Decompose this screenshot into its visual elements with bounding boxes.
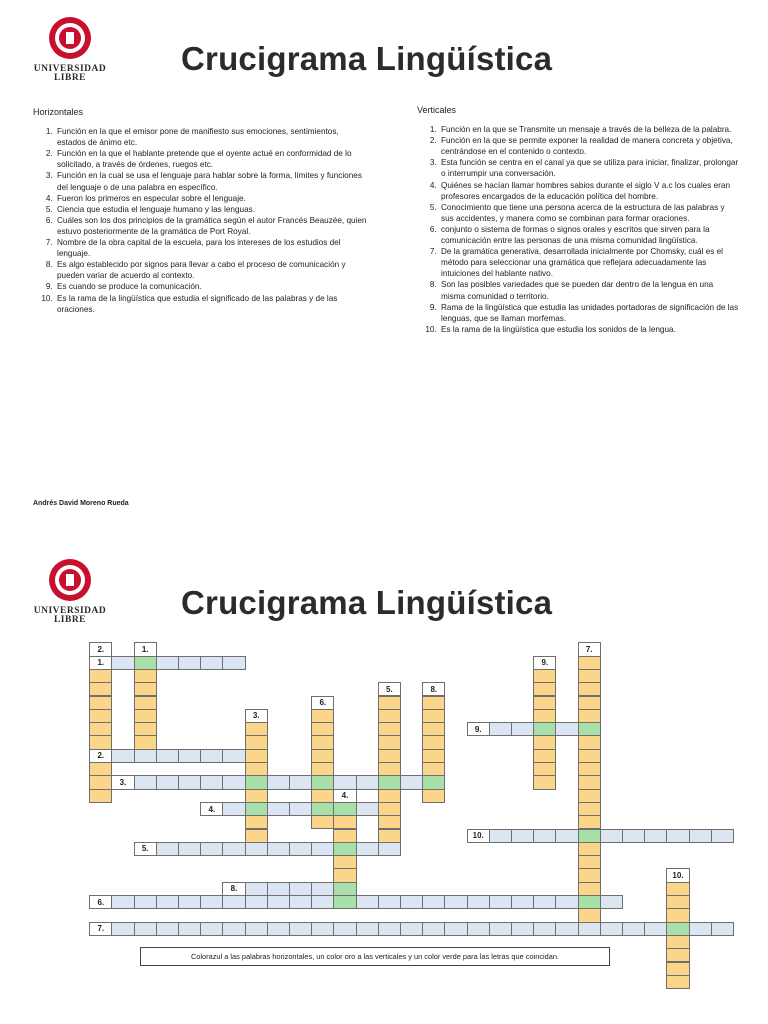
- intersection-cell[interactable]: [422, 775, 445, 789]
- down-cell[interactable]: [533, 735, 556, 749]
- down-cell[interactable]: [378, 789, 401, 803]
- across-cell[interactable]: [267, 882, 290, 896]
- university-name-line1: UNIVERSIDAD: [33, 64, 107, 74]
- down-number-9: 9.: [533, 656, 556, 670]
- across-cell[interactable]: [156, 775, 179, 789]
- down-cell[interactable]: [134, 669, 157, 683]
- down-cell[interactable]: [89, 762, 112, 776]
- across-cell[interactable]: [600, 829, 623, 843]
- down-cell[interactable]: [578, 682, 601, 696]
- down-cell[interactable]: [378, 735, 401, 749]
- across-cell[interactable]: [378, 842, 401, 856]
- down-number-5: 5.: [378, 682, 401, 696]
- across-cell[interactable]: [511, 922, 534, 936]
- down-cell[interactable]: [578, 802, 601, 816]
- horizontal-clue-4: 4. Fueron los primeros en especular sobre el lenguaje.: [55, 193, 368, 204]
- page-title: Crucigrama Lingüística: [181, 40, 553, 77]
- down-cell[interactable]: [89, 722, 112, 736]
- across-cell[interactable]: [689, 829, 712, 843]
- across-cell[interactable]: [289, 882, 312, 896]
- across-cell[interactable]: [178, 842, 201, 856]
- across-cell[interactable]: [444, 922, 467, 936]
- across-cell[interactable]: [644, 829, 667, 843]
- across-cell[interactable]: [245, 922, 268, 936]
- across-cell[interactable]: [178, 775, 201, 789]
- down-cell[interactable]: [666, 975, 689, 989]
- across-cell[interactable]: [689, 922, 712, 936]
- down-cell[interactable]: [422, 709, 445, 723]
- down-cell[interactable]: [378, 829, 401, 843]
- down-cell[interactable]: [422, 735, 445, 749]
- across-cell[interactable]: [555, 922, 578, 936]
- horizontal-clue-5: 5. Ciencia que estudia el lenguaje humano y las lenguas.: [55, 204, 368, 215]
- down-cell[interactable]: [89, 789, 112, 803]
- across-cell[interactable]: [134, 895, 157, 909]
- horizontal-clue-2: 2. Función en la que el hablante pretende que el oyente actué en conformidad de lo solicitado, a través de órdenes, ruegos etc.: [55, 148, 368, 170]
- across-cell[interactable]: [289, 775, 312, 789]
- down-cell[interactable]: [89, 735, 112, 749]
- across-cell[interactable]: [311, 895, 334, 909]
- across-cell[interactable]: [622, 922, 645, 936]
- horizontal-clue-1: 1. Función en la que el emisor pone de manifiesto sus emociones, sentimientos, estados de ánimo etc.: [55, 126, 368, 148]
- intersection-cell[interactable]: [533, 722, 556, 736]
- intersection-cell[interactable]: [134, 656, 157, 670]
- down-cell[interactable]: [578, 882, 601, 896]
- down-cell[interactable]: [89, 775, 112, 789]
- across-number-8: 8.: [222, 882, 245, 896]
- across-cell[interactable]: [378, 922, 401, 936]
- down-cell[interactable]: [89, 669, 112, 683]
- down-cell[interactable]: [333, 815, 356, 829]
- across-cell[interactable]: [289, 895, 312, 909]
- across-cell[interactable]: [356, 775, 379, 789]
- across-cell[interactable]: [622, 829, 645, 843]
- down-cell[interactable]: [666, 935, 689, 949]
- across-number-2: 2.: [89, 749, 112, 763]
- across-cell[interactable]: [289, 802, 312, 816]
- intersection-cell[interactable]: [666, 922, 689, 936]
- down-number-8: 8.: [422, 682, 445, 696]
- across-cell[interactable]: [245, 895, 268, 909]
- across-cell[interactable]: [178, 749, 201, 763]
- across-cell[interactable]: [444, 895, 467, 909]
- across-cell[interactable]: [222, 842, 245, 856]
- instruction-box: Colorazul a las palabras horizontales, un color oro a las verticales y un color verde para las letras que coincidan.: [140, 947, 610, 966]
- across-cell[interactable]: [356, 802, 379, 816]
- down-cell[interactable]: [134, 735, 157, 749]
- across-cell[interactable]: [356, 895, 379, 909]
- across-cell[interactable]: [200, 842, 223, 856]
- across-cell[interactable]: [489, 895, 512, 909]
- down-cell[interactable]: [333, 868, 356, 882]
- intersection-cell[interactable]: [578, 722, 601, 736]
- across-cell[interactable]: [222, 895, 245, 909]
- down-cell[interactable]: [134, 722, 157, 736]
- vertical-clue-10: 10. Es la rama de la lingüística que estudia los sonidos de la lengua.: [439, 324, 739, 335]
- down-cell[interactable]: [245, 815, 268, 829]
- horizontal-clue-6: 6. Cuáles son los dos principios de la gramática según el autor Francés Beauzée, quien estuvo posteriormente de la gramática de Port Royal.: [55, 215, 368, 237]
- down-cell[interactable]: [422, 762, 445, 776]
- across-cell[interactable]: [467, 922, 490, 936]
- down-cell[interactable]: [134, 682, 157, 696]
- down-cell[interactable]: [89, 682, 112, 696]
- across-cell[interactable]: [245, 842, 268, 856]
- down-cell[interactable]: [578, 855, 601, 869]
- down-cell[interactable]: [533, 682, 556, 696]
- across-cell[interactable]: [511, 722, 534, 736]
- vertical-clue-7: 7. De la gramática generativa, desarrollada inicialmente por Chomsky, cuál es el método para seleccionar una gramática que reflejara adecuadamente las intuiciones del hablante nativo.: [439, 246, 739, 279]
- down-cell[interactable]: [578, 749, 601, 763]
- down-cell[interactable]: [533, 775, 556, 789]
- across-cell[interactable]: [489, 722, 512, 736]
- down-cell[interactable]: [578, 908, 601, 922]
- across-cell[interactable]: [400, 775, 423, 789]
- university-seal-icon: [48, 16, 92, 60]
- down-cell[interactable]: [666, 948, 689, 962]
- across-cell[interactable]: [222, 656, 245, 670]
- down-cell[interactable]: [245, 749, 268, 763]
- down-cell[interactable]: [378, 762, 401, 776]
- across-cell[interactable]: [267, 895, 290, 909]
- intersection-cell[interactable]: [333, 882, 356, 896]
- across-cell[interactable]: [422, 922, 445, 936]
- university-logo-2: [30, 558, 110, 625]
- intersection-cell[interactable]: [333, 802, 356, 816]
- down-cell[interactable]: [378, 696, 401, 710]
- down-cell[interactable]: [578, 842, 601, 856]
- horizontal-clues: [33, 107, 368, 315]
- vertical-clue-list: [417, 124, 739, 335]
- intersection-cell[interactable]: [578, 895, 601, 909]
- down-cell[interactable]: [578, 868, 601, 882]
- across-cell[interactable]: [578, 922, 601, 936]
- across-cell[interactable]: [267, 922, 290, 936]
- down-number-3: 3.: [245, 709, 268, 723]
- across-cell[interactable]: [289, 922, 312, 936]
- across-cell[interactable]: [222, 922, 245, 936]
- down-cell[interactable]: [245, 735, 268, 749]
- across-cell[interactable]: [333, 922, 356, 936]
- across-number-4: 4.: [200, 802, 223, 816]
- down-cell[interactable]: [89, 696, 112, 710]
- intersection-cell[interactable]: [245, 775, 268, 789]
- down-cell[interactable]: [533, 749, 556, 763]
- intersection-cell[interactable]: [578, 829, 601, 843]
- across-cell[interactable]: [356, 922, 379, 936]
- down-cell[interactable]: [533, 696, 556, 710]
- down-cell[interactable]: [666, 882, 689, 896]
- across-number-1: 1.: [89, 656, 112, 670]
- across-cell[interactable]: [289, 842, 312, 856]
- across-cell[interactable]: [222, 775, 245, 789]
- across-cell[interactable]: [134, 922, 157, 936]
- down-cell[interactable]: [578, 775, 601, 789]
- across-cell[interactable]: [467, 895, 490, 909]
- down-cell[interactable]: [311, 762, 334, 776]
- across-cell[interactable]: [111, 749, 134, 763]
- down-cell[interactable]: [533, 669, 556, 683]
- across-cell[interactable]: [311, 842, 334, 856]
- down-number-1: 1.: [134, 642, 157, 656]
- vertical-clue-9: 9. Rama de la lingüística que estudia las unidades portadoras de significación de las lenguas, que se llaman morfemas.: [439, 302, 739, 324]
- across-cell[interactable]: [200, 749, 223, 763]
- down-cell[interactable]: [533, 709, 556, 723]
- vertical-clue-2: 2. Función en la que se permite exponer la realidad de manera concreta y objetiva, centrándose en el contenido o contexto.: [439, 135, 739, 157]
- across-cell[interactable]: [200, 922, 223, 936]
- down-cell[interactable]: [311, 815, 334, 829]
- down-cell[interactable]: [533, 762, 556, 776]
- across-cell[interactable]: [356, 842, 379, 856]
- university-name-line2: LIBRE: [53, 73, 87, 83]
- across-cell[interactable]: [178, 656, 201, 670]
- across-cell[interactable]: [711, 829, 734, 843]
- horizontal-clue-3: 3. Función en la cual se usa el lenguaje para hablar sobre la forma, límites y funciones del lenguaje o de una palabra en específico.: [55, 170, 368, 192]
- across-cell[interactable]: [178, 922, 201, 936]
- down-cell[interactable]: [378, 722, 401, 736]
- horizontal-clue-7: 7. Nombre de la obra capital de la escuela, para los intereses de los estudios del lenguaje.: [55, 237, 368, 259]
- across-cell[interactable]: [111, 922, 134, 936]
- across-cell[interactable]: [378, 895, 401, 909]
- across-cell[interactable]: [666, 829, 689, 843]
- down-cell[interactable]: [578, 669, 601, 683]
- across-cell[interactable]: [156, 749, 179, 763]
- crossword-title: Crucigrama Lingüística: [181, 584, 553, 621]
- across-cell[interactable]: [600, 895, 623, 909]
- horizontal-clue-list: [33, 126, 368, 315]
- down-cell[interactable]: [89, 709, 112, 723]
- across-cell[interactable]: [600, 922, 623, 936]
- across-cell[interactable]: [156, 895, 179, 909]
- intersection-cell[interactable]: [333, 842, 356, 856]
- across-cell[interactable]: [489, 829, 512, 843]
- across-cell[interactable]: [489, 922, 512, 936]
- across-cell[interactable]: [555, 895, 578, 909]
- down-number-2: 2.: [89, 642, 112, 656]
- across-cell[interactable]: [533, 829, 556, 843]
- across-cell[interactable]: [644, 922, 667, 936]
- down-cell[interactable]: [245, 762, 268, 776]
- across-number-5: 5.: [134, 842, 157, 856]
- down-cell[interactable]: [134, 709, 157, 723]
- down-cell[interactable]: [311, 749, 334, 763]
- down-cell[interactable]: [134, 696, 157, 710]
- across-cell[interactable]: [156, 656, 179, 670]
- down-cell[interactable]: [311, 722, 334, 736]
- down-cell[interactable]: [422, 789, 445, 803]
- across-cell[interactable]: [200, 775, 223, 789]
- down-cell[interactable]: [666, 962, 689, 976]
- down-cell[interactable]: [578, 696, 601, 710]
- vertical-clue-3: 3. Esta función se centra en el canal ya que se utiliza para iniciar, finalizar, prolongar o interrumpir una conversación.: [439, 157, 739, 179]
- across-cell[interactable]: [222, 802, 245, 816]
- down-number-6: 6.: [311, 696, 334, 710]
- intersection-cell[interactable]: [311, 775, 334, 789]
- down-cell[interactable]: [333, 829, 356, 843]
- across-cell[interactable]: [711, 922, 734, 936]
- down-number-4: 4.: [333, 789, 356, 803]
- horizontal-clue-10: 10. Es la rama de la lingüística que estudia el significado de las palabras y de las oraciones.: [55, 293, 368, 315]
- vertical-clue-1: 1. Función en la que se Transmite un mensaje a través de la belleza de la palabra.: [439, 124, 739, 135]
- down-cell[interactable]: [578, 815, 601, 829]
- intersection-cell[interactable]: [333, 895, 356, 909]
- down-cell[interactable]: [245, 789, 268, 803]
- university-logo: [30, 16, 110, 83]
- vertical-clue-8: 8. Son las posibles variedades que se pueden dar dentro de la lengua en una misma comunidad o territorio.: [439, 279, 739, 301]
- down-cell[interactable]: [378, 749, 401, 763]
- intersection-cell[interactable]: [311, 802, 334, 816]
- across-cell[interactable]: [511, 895, 534, 909]
- down-cell[interactable]: [378, 709, 401, 723]
- down-cell[interactable]: [666, 908, 689, 922]
- down-cell[interactable]: [422, 749, 445, 763]
- author-name: Andrés David Moreno Rueda: [33, 500, 129, 507]
- across-cell[interactable]: [311, 922, 334, 936]
- across-cell[interactable]: [200, 656, 223, 670]
- horizontal-clue-8: 8. Es algo establecido por signos para llevar a cabo el proceso de comunicación y pueden variar de acuerdo al contexto.: [55, 259, 368, 281]
- across-cell[interactable]: [311, 882, 334, 896]
- down-cell[interactable]: [578, 789, 601, 803]
- across-cell[interactable]: [533, 895, 556, 909]
- across-cell[interactable]: [511, 829, 534, 843]
- down-cell[interactable]: [578, 735, 601, 749]
- across-cell[interactable]: [178, 895, 201, 909]
- across-cell[interactable]: [134, 775, 157, 789]
- across-cell[interactable]: [422, 895, 445, 909]
- down-cell[interactable]: [378, 802, 401, 816]
- across-number-7: 7.: [89, 922, 112, 936]
- down-cell[interactable]: [578, 762, 601, 776]
- intersection-cell[interactable]: [245, 802, 268, 816]
- university-name-line2: LIBRE: [53, 615, 87, 625]
- across-cell[interactable]: [134, 749, 157, 763]
- across-number-3: 3.: [111, 775, 134, 789]
- across-cell[interactable]: [267, 802, 290, 816]
- vertical-clue-4: 4. Quiénes se hacían llamar hombres sabios durante el siglo V a.c los cuales eran profesores encargados de la educación política del hombre.: [439, 180, 739, 202]
- across-number-10: 10.: [467, 829, 490, 843]
- across-cell[interactable]: [333, 775, 356, 789]
- across-cell[interactable]: [200, 895, 223, 909]
- across-cell[interactable]: [245, 882, 268, 896]
- down-number-7: 7.: [578, 642, 601, 656]
- across-cell[interactable]: [533, 922, 556, 936]
- down-cell[interactable]: [311, 735, 334, 749]
- intersection-cell[interactable]: [378, 775, 401, 789]
- across-cell[interactable]: [555, 829, 578, 843]
- down-cell[interactable]: [578, 709, 601, 723]
- across-cell[interactable]: [267, 842, 290, 856]
- down-cell[interactable]: [245, 722, 268, 736]
- across-number-9: 9.: [467, 722, 490, 736]
- across-cell[interactable]: [400, 895, 423, 909]
- down-cell[interactable]: [422, 722, 445, 736]
- across-cell[interactable]: [156, 842, 179, 856]
- down-cell[interactable]: [666, 895, 689, 909]
- university-seal-icon: [48, 558, 92, 602]
- vertical-clue-5: 5. Conocimiento que tiene una persona acerca de la estructura de las palabras y sus accidentes, y manera como se combinan para formar oraciones.: [439, 202, 739, 224]
- vertical-clues: [417, 105, 739, 335]
- down-cell[interactable]: [578, 656, 601, 670]
- down-cell[interactable]: [311, 709, 334, 723]
- horizontal-clue-9: 9. Es cuando se produce la comunicación.: [55, 281, 368, 292]
- down-cell[interactable]: [333, 855, 356, 869]
- across-cell[interactable]: [111, 656, 134, 670]
- down-number-10: 10.: [666, 868, 689, 882]
- down-cell[interactable]: [422, 696, 445, 710]
- down-cell[interactable]: [245, 829, 268, 843]
- across-cell[interactable]: [156, 922, 179, 936]
- across-cell[interactable]: [222, 749, 245, 763]
- vertical-heading: Verticales: [417, 105, 457, 115]
- across-cell[interactable]: [111, 895, 134, 909]
- down-cell[interactable]: [378, 815, 401, 829]
- university-name-line1: UNIVERSIDAD: [33, 606, 107, 616]
- horizontal-heading: Horizontales: [33, 107, 84, 117]
- across-number-6: 6.: [89, 895, 112, 909]
- across-cell[interactable]: [400, 922, 423, 936]
- across-cell[interactable]: [555, 722, 578, 736]
- vertical-clue-6: 6. conjunto o sistema de formas o signos orales y escritos que sirven para la comunicación entre las personas de una misma comunidad lingüística.: [439, 224, 739, 246]
- across-cell[interactable]: [267, 775, 290, 789]
- down-cell[interactable]: [311, 789, 334, 803]
